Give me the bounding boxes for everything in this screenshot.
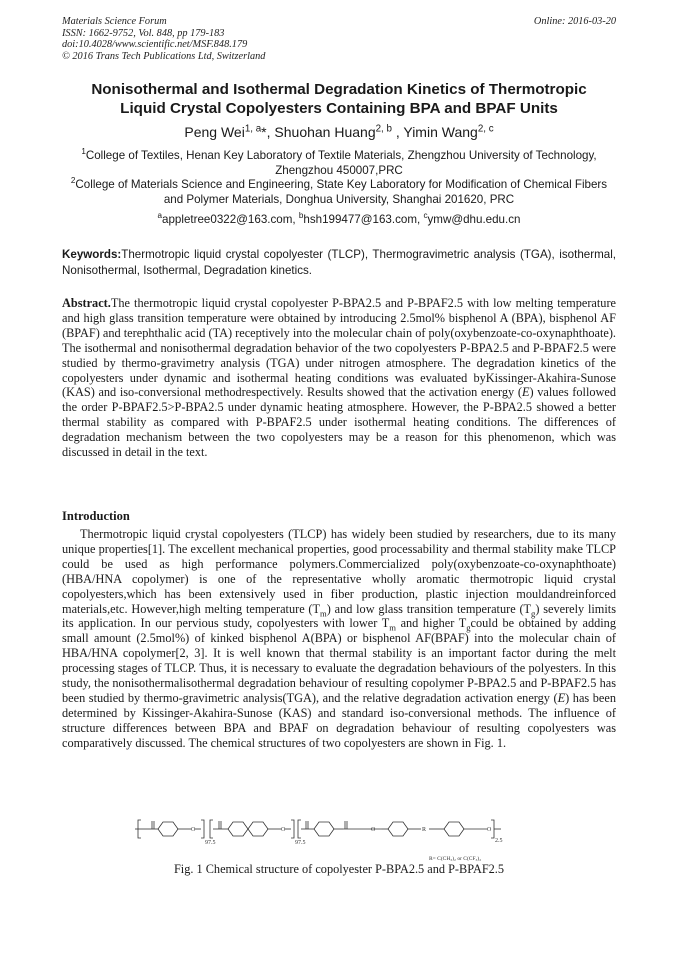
abstract (62, 296, 616, 460)
author-emails (62, 213, 616, 226)
email-address: appletree0322@163.com, (162, 213, 299, 226)
abstract-symbol: E (521, 385, 530, 400)
r-group-label: R (422, 827, 427, 833)
intro-text: and higher T (395, 616, 467, 631)
email-mark: b (298, 211, 304, 221)
email-mark: c (423, 211, 428, 221)
affiliation-number: 1 (81, 147, 86, 157)
title-line-1: Nonisothermal and Isothermal Degradation Kinetics of Thermotropic (91, 81, 587, 98)
intro-text: Thermotropic liquid crystal copolyesters (TLCP) has widely been studied by researchers, due to its many unique properties[1]. The excellent mechanical properties, good processability and thermal stability make TLCP could be used as high performance polymers.Commercialized poly(oxybenzoate-co-oxynaphthoate) (HBA/HNA copolymer) is one of the representative wholly aromatic thermotropic liquid crystal copolyesters,which has been extensively used in fiber production, plastic injection mouldandreinforced materials,etc. However,high melting temperature (T (62, 527, 616, 616)
abstract-text: ) values followed the order P-BPAF2.5>P-BPA2.5 under dynamic heating atmosphere. However, the P-BPA2.5 showed a better thermal stability as compared with P-BPAF2.5 under isothermal heating conditions. The differences of degradation mechanism between the two copolyesters may be a reason for this phenomenon, which was discussed in detail in the text. (62, 385, 617, 460)
intro-symbol: E (557, 690, 566, 705)
author-list (62, 124, 616, 141)
affiliation-2 (62, 178, 616, 207)
intro-text: ) has been determined by Kissinger-Akahira-Sunose (KAS) and standard iso-conversional methods. The influence of structure differences between BPA and BPAF on degradation behaviour of resulting copolyesters was comparatively discussed. The chemical structures of two copolyesters are shown in Fig. 1. (62, 690, 616, 750)
keywords-label: Keywords: (62, 248, 122, 261)
intro-subscript: m (389, 622, 396, 633)
oxygen-atom-label: O (281, 827, 286, 833)
journal-metadata (62, 16, 265, 62)
author-separator: *, (261, 124, 275, 140)
oxygen-atom-label: O (191, 827, 196, 833)
author-name: Yimin Wang (403, 124, 478, 140)
intro-text: could be obtained by adding small amount (2.5mol%) of kinked bisphenol A(BPA) or bisphenol AF(BPAF) into the molecular chain of HBA/HNA copolymer[2, 3]. It is well known that thermal stability is an important factor during the melt processing stages of TLCP. Thus, it is necessary to evaluate the degradation behaviours of the polyesters. In this study, the nonisothermalisothermal degradation behaviour of resulting copolymer P-BPA2.5 and P-BPAF2.5 has been studied by thermo-gravimetric analysis(TGA), and the relative degradation activation energy ( (62, 616, 616, 705)
author-affiliation-mark: 2, b (375, 123, 392, 135)
abstract-label: Abstract. (62, 296, 111, 310)
abstract-text: The thermotropic liquid crystal copolyester P-BPA2.5 and P-BPAF2.5 with low melting temperature and high glass transition temperature were obtained by introducing 2.5mol% bisphenol A (BPA), bisphenol AF (BPAF) and terephthalic acid (TA) receptively into the molecular chain of poly(oxybenzoate-co-oxynaphthoate). The isothermal and nonisothermal degradation behavior of the two copolyesters P-BPA2.5 and P-BPAF2.5 were studied by thermo-gravimetry analysis (TGA) under nitrogen atmosphere. The degradation kinetics of the copolyesters under dynamic and isothermal heating conditions was evaluated byKissinger-Akahira-Sunose (KAS) and iso-conversional methodrespectively. Results showed that the activation energy ( (62, 296, 616, 400)
intro-subscript: m (320, 607, 327, 618)
issn: ISSN: 1662-9752, Vol. 848, pp 179-183 (62, 27, 225, 39)
email-address: ymw@dhu.edu.cn (427, 213, 521, 226)
affiliation-1 (62, 149, 616, 178)
affiliation-text: College of Textiles, Henan Key Laboratory of Textile Materials, Zhengzhou University of Technology, Zhengzhou 450007,PRC (85, 149, 597, 177)
keywords-text: Thermotropic liquid crystal copolyester (TLCP), Thermogravimetric analysis (TGA), isothermal, Nonisothermal, Isothermal, Degradation kinetics. (62, 248, 616, 277)
author-affiliation-mark: 2, c (477, 123, 494, 135)
oxygen-atom-label: O (371, 827, 376, 833)
author-separator: , (391, 124, 404, 140)
copyright: © 2016 Trans Tech Publications Ltd, Switzerland (62, 50, 266, 62)
repeat-subscript: 97.5 (295, 840, 306, 846)
oxygen-atom-label: O (487, 827, 492, 833)
repeat-subscript: 97.5 (205, 840, 216, 846)
chemical-structure-figure (135, 808, 545, 864)
journal-name: Materials Science Forum (62, 16, 167, 27)
intro-subscript: g (466, 622, 471, 633)
r-group-definition: R= C(CH₃)₂ or C(CF₃)₂ (429, 856, 482, 862)
repeat-subscript: 2.5 (495, 838, 503, 844)
introduction-paragraph (62, 527, 616, 751)
intro-text: ) and low glass transition temperature (T (326, 601, 532, 616)
author-affiliation-mark: 1, a (244, 123, 262, 135)
section-heading-introduction: Introduction (62, 509, 130, 523)
paper-title (62, 80, 616, 118)
intro-subscript: g (531, 607, 536, 618)
email-mark: a (157, 211, 163, 221)
figure-caption: Fig. 1 Chemical structure of copolyester P-BPA2.5 and P-BPAF2.5 (173, 862, 505, 876)
online-date: Online: 2016-03-20 (533, 16, 616, 27)
title-line-2: Liquid Crystal Copolyesters Containing BPA and BPAF Units (120, 100, 558, 117)
author-name: Peng Wei (184, 124, 245, 140)
author-name: Shuohan Huang (274, 124, 376, 140)
affiliation-text: College of Materials Science and Engineering, State Key Laboratory for Modification of Chemical Fibers and Polymer Materials, Donghua University, Shanghai 201620, PRC (75, 178, 608, 206)
email-address: hsh199477@163.com, (303, 213, 424, 226)
keywords (62, 247, 616, 278)
affiliation-number: 2 (70, 176, 76, 186)
doi: doi:10.4028/www.scientific.net/MSF.848.179 (62, 39, 248, 51)
intro-text: ) severely limits its application. In our pervious study, copolyesters with lower T (62, 601, 616, 631)
